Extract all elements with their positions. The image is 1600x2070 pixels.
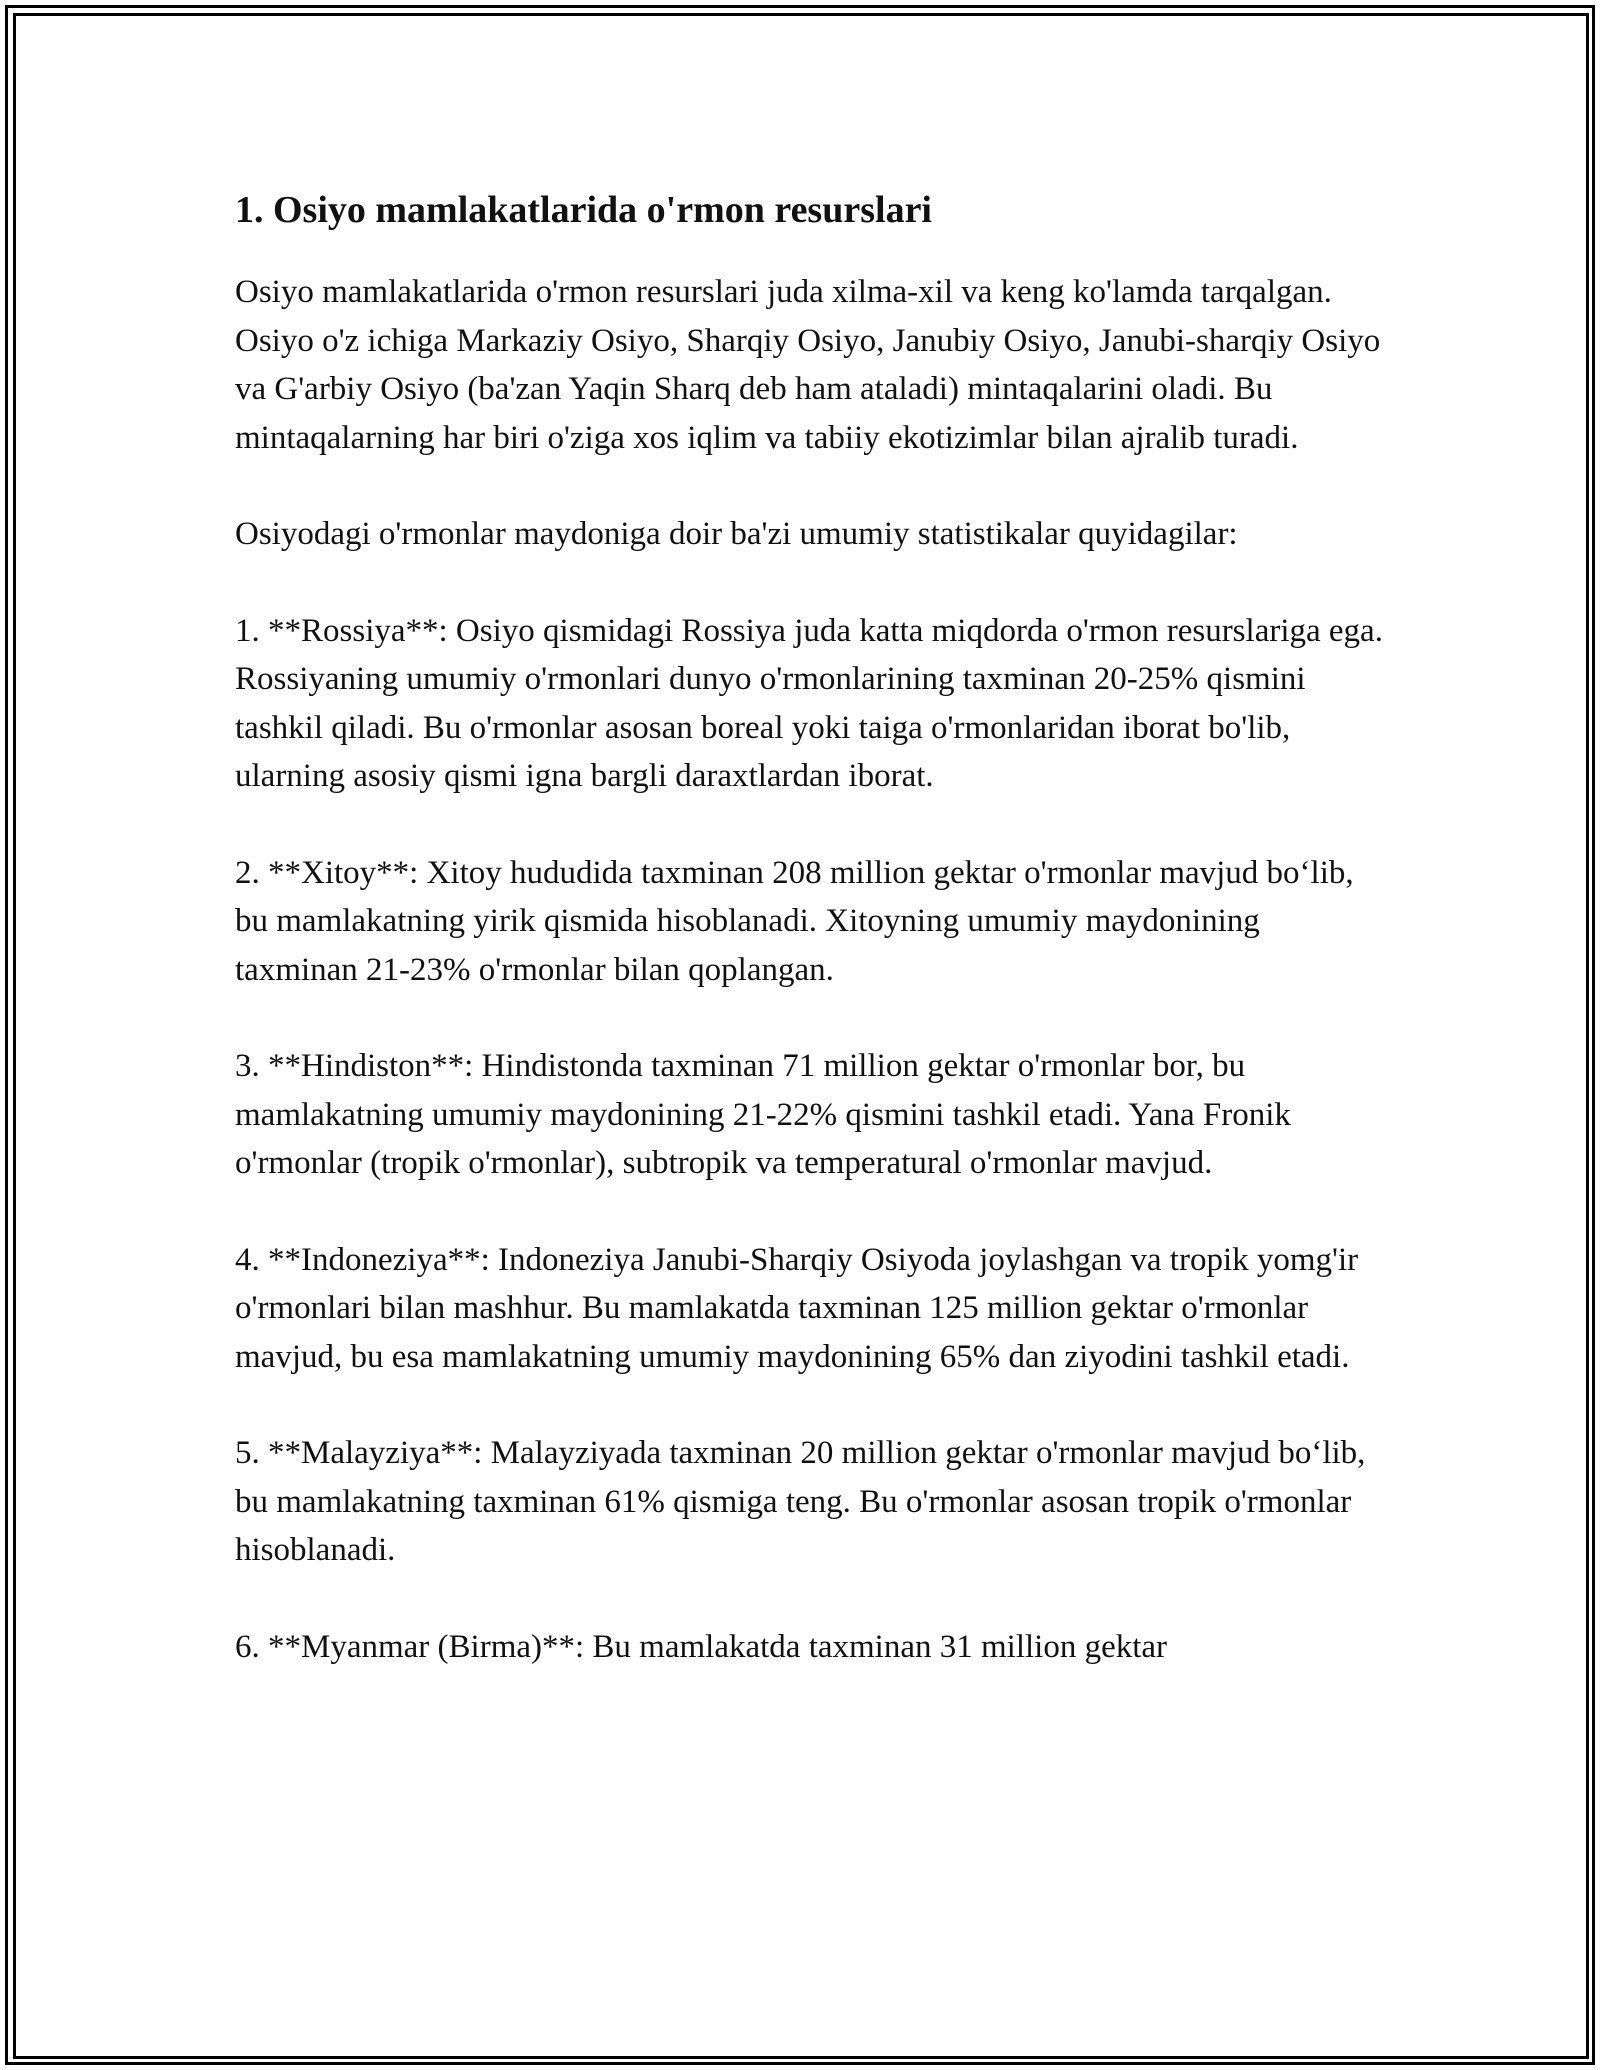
list-item-indonesia: 4. **Indoneziya**: Indoneziya Janubi-Sharqiy Osiyoda joylashgan va tropik yomg'ir o'rmonlari bilan mashhur. Bu mamlakatda taxminan 125 million gektar o'rmonlar mavjud, bu esa mamlakatning umumiy maydonining 65% dan ziyodini tashkil etadi. [235,1241,1359,1375]
statistics-intro-paragraph: Osiyodagi o'rmonlar maydoniga doir ba'zi umumiy statistikalar quyidagilar: [235,516,1238,552]
document-body [235,186,1385,1671]
list-item-russia: 1. **Rossiya**: Osiyo qismidagi Rossiya juda katta miqdorda o'rmon resurslariga ega. Rossiyaning umumiy o'rmonlari dunyo o'rmonlarining taxminan 20-25% qismini tashkil qiladi. Bu o'rmonlar asosan boreal yoki taiga o'rmonlaridan iborat bo'lib, ularning asosiy qismi igna bargli daraxtlardan iborat. [235,612,1383,794]
list-item-india: 3. **Hindiston**: Hindistonda taxminan 71 million gektar o'rmonlar bor, bu mamlakatning umumiy maydonining 21-22% qismini tashkil etadi. Yana Fronik o'rmonlar (tropik o'rmonlar), subtropik va temperatural o'rmonlar mavjud. [235,1048,1291,1181]
section-heading: 1. Osiyo mamlakatlarida o'rmon resurslari [235,189,932,231]
intro-paragraph: Osiyo mamlakatlarida o'rmon resurslari juda xilma-xil va keng ko'lamda tarqalgan. Osiyo o'z ichiga Markaziy Osiyo, Sharqiy Osiyo, Janubiy Osiyo, Janubi-sharqiy Osiyo va G'arbiy Osiyo (ba'zan Yaqin Sharq deb ham ataladi) mintaqalarini oladi. Bu mintaqalarning har biri o'ziga xos iqlim va tabiiy ekotizimlar bilan ajralib turadi. [235,274,1381,456]
list-item-china: 2. **Xitoy**: Xitoy hududida taxminan 208 million gektar o'rmonlar mavjud bo‘lib, bu mamlakatning yirik qismida hisoblanadi. Xitoyning umumiy maydonining taxminan 21-23% o'rmonlar bilan qoplangan. [235,854,1354,988]
list-item-myanmar: 6. **Myanmar (Birma)**: Bu mamlakatda taxminan 31 million gektar [235,1628,1168,1665]
list-item-malaysia: 5. **Malayziya**: Malayziyada taxminan 20 million gektar o'rmonlar mavjud bo‘lib, bu mamlakatning taxminan 61% qismiga teng. Bu o'rmonlar asosan tropik o'rmonlar hisoblanadi. [235,1435,1366,1568]
